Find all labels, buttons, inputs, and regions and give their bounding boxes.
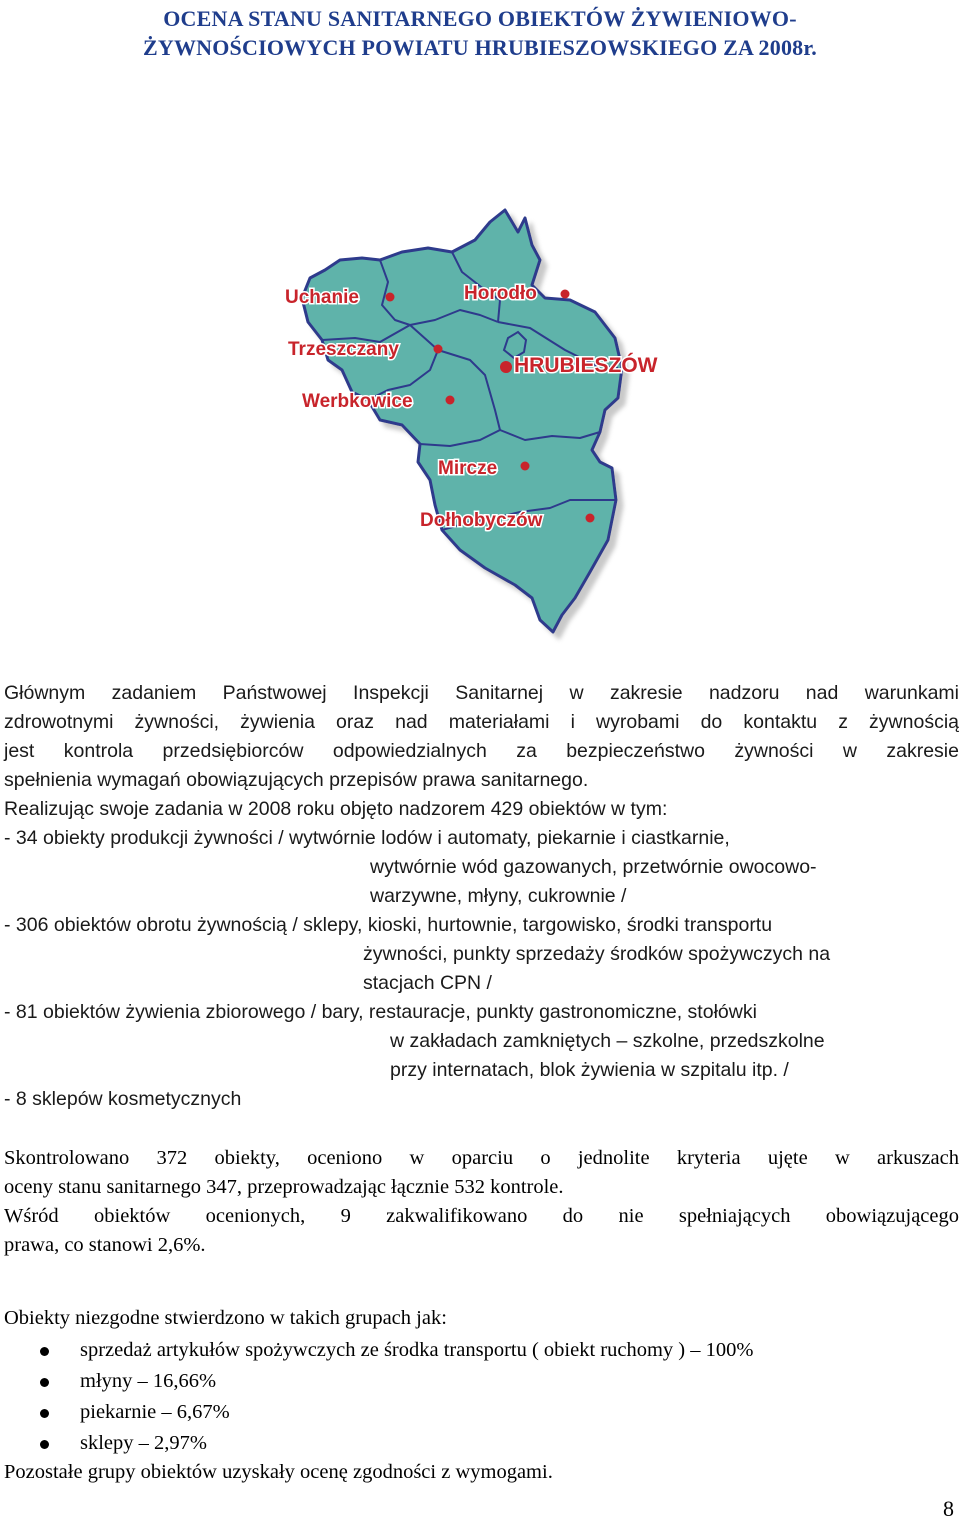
map-label-hrubieszow: HRUBIESZÓW <box>514 354 658 377</box>
mircze-dot <box>521 462 530 471</box>
closing-sentence: Pozostałe grupy obiektów uzyskały ocenę zgodności z wymogami. <box>4 1461 553 1483</box>
controls-line-3: Wśród obiektów ocenionych, 9 zakwalifikowano do nie spełniających obowiązującego <box>4 1205 959 1227</box>
map-label-mircze: Mircze <box>438 458 498 479</box>
list-item-text: piekarnie – 6,67% <box>80 1401 230 1423</box>
county-map-graphic <box>270 200 700 650</box>
catering-group-cont-1: w zakładach zamkniętych – szkolne, przedszkolne <box>390 1030 825 1052</box>
intro-line-4: spełnienia wymagań obowiązujących przepisów prawa sanitarnego. <box>4 769 589 791</box>
nonconforming-heading: Obiekty niezgodne stwierdzono w takich grupach jak: <box>4 1307 447 1329</box>
production-group-cont-2: warzywne, młyny, cukrownie / <box>370 885 627 907</box>
list-item-text: sklepy – 2,97% <box>80 1432 207 1454</box>
intro-line-3: jest kontrola przedsiębiorców odpowiedzialnych za bezpieczeństwo żywności w zakresie <box>4 740 959 762</box>
map-label-uchanie: Uchanie <box>285 287 359 308</box>
production-group-cont-1: wytwórnie wód gazowanych, przetwórnie owocowo- <box>370 856 817 878</box>
trzeszczany-dot <box>434 345 443 354</box>
cosmetics-group: - 8 sklepów kosmetycznych <box>4 1088 242 1110</box>
page-number: 8 <box>943 1496 954 1521</box>
page-title <box>0 4 960 62</box>
controls-line-2: oceny stanu sanitarnego 347, przeprowadzając łącznie 532 kontrole. <box>4 1176 564 1198</box>
werbkowice-dot <box>446 396 455 405</box>
controls-line-4: prawa, co stanowi 2,6%. <box>4 1234 206 1256</box>
county-outline <box>302 210 622 632</box>
map-label-werbkowice: Werbkowice <box>302 391 413 412</box>
list-item-text: sprzedaż artykułów spożywczych ze środka transportu ( obiekt ruchomy ) – 100% <box>80 1339 754 1361</box>
uchanie-dot <box>386 293 395 302</box>
catering-group: - 81 obiektów żywienia zbiorowego / bary, restauracje, punkty gastronomiczne, stołówki <box>4 1001 757 1023</box>
dolhobyczow-dot <box>586 514 595 523</box>
trade-group-cont-2: stacjach CPN / <box>363 972 492 994</box>
bullet-icon <box>40 1378 49 1387</box>
title-line-2: ŻYWNOŚCIOWYCH POWIATU HRUBIESZOWSKIEGO ZA 2008r. <box>143 35 817 60</box>
controls-line-1: Skontrolowano 372 obiekty, oceniono w oparciu o jednolite kryteria ujęte w arkuszach <box>4 1147 959 1169</box>
trade-group: - 306 obiektów obrotu żywnością / sklepy, kioski, hurtownie, targowisko, środki transportu <box>4 914 773 936</box>
list-item-text: młyny – 16,66% <box>80 1370 217 1392</box>
trade-group-cont-1: żywności, punkty sprzedaży środków spożywczych na <box>363 943 831 965</box>
bullet-icon <box>40 1440 49 1449</box>
county-map <box>270 200 700 650</box>
realizing-sentence: Realizując swoje zadania w 2008 roku objęto nadzorem 429 obiektów w tym: <box>4 798 668 820</box>
map-label-dolhobyczow: Dołhobyczów <box>420 510 543 531</box>
title-line-1: OCENA STANU SANITARNEGO OBIEKTÓW ŻYWIENIOWO- <box>163 6 797 31</box>
catering-group-cont-2: przy internatach, blok żywienia w szpitalu itp. / <box>390 1059 789 1081</box>
production-group: - 34 obiekty produkcji żywności / wytwórnie lodów i automaty, piekarnie i ciastkarnie, <box>4 827 730 849</box>
intro-line-1: Głównym zadaniem Państwowej Inspekcji Sanitarnej w zakresie nadzoru nad warunkami <box>4 682 959 704</box>
horodlo-dot <box>561 290 570 299</box>
bullet-icon <box>40 1347 49 1356</box>
map-label-horodlo: Horodło <box>464 283 537 304</box>
hrubieszow-dot <box>500 361 512 373</box>
intro-line-2: zdrowotnymi żywności, żywienia oraz nad materiałami i wyrobami do kontaktu z żywnością <box>4 711 959 733</box>
map-label-trzeszczany: Trzeszczany <box>288 339 399 360</box>
bullet-icon <box>40 1409 49 1418</box>
